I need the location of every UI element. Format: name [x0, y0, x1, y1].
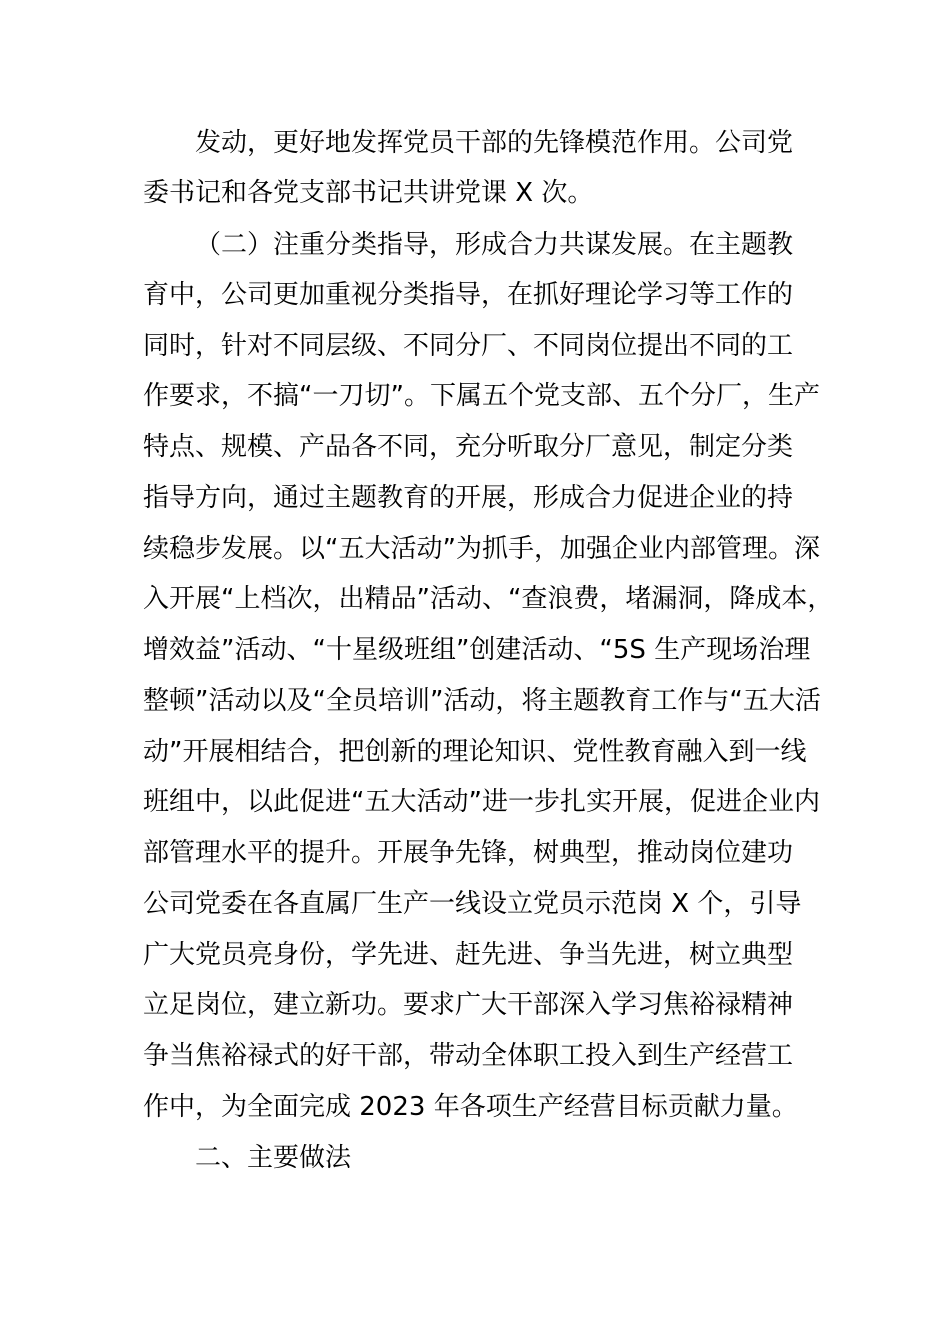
paragraph-line: 班组中，以此促进“五大活动”进一步扎实开展，促进企业内 [143, 787, 820, 817]
paragraph-line: 争当焦裕禄式的好干部，带动全体职工投入到生产经营工 [143, 1041, 794, 1071]
paragraph-line: 增效益”活动、“十星级班组”创建活动、“5S 生产现场治理 [143, 635, 811, 665]
section-heading-line: （二）注重分类指导，形成合力共谋发展。在主题教 [195, 230, 794, 260]
section-heading: 二、主要做法 [195, 1143, 352, 1173]
paragraph-line: 部管理水平的提升。开展争先锋，树典型，推动岗位建功 [143, 838, 794, 868]
paragraph-line: 公司党委在各直属厂生产一线设立党员示范岗 X 个，引导 [143, 889, 802, 919]
paragraph-line: 动”开展相结合，把创新的理论知识、党性教育融入到一线 [143, 737, 807, 767]
paragraph-line: 特点、规模、产品各不同，充分听取分厂意见，制定分类 [143, 432, 794, 462]
paragraph-line: 入开展“上档次，出精品”活动、“查浪费，堵漏洞，降成本， [143, 584, 834, 614]
paragraph-line: 指导方向，通过主题教育的开展，形成合力促进企业的持 [143, 483, 794, 513]
paragraph-line: 整顿”活动以及“全员培训”活动，将主题教育工作与“五大活 [143, 686, 821, 716]
paragraph-line: 续稳步发展。以“五大活动”为抓手，加强企业内部管理。深 [143, 534, 820, 564]
paragraph-line: 广大党员亮身份，学先进、赶先进、争当先进，树立典型 [143, 940, 794, 970]
paragraph-line: 发动，更好地发挥党员干部的先锋模范作用。公司党 [195, 128, 794, 158]
paragraph-line: 同时，针对不同层级、不同分厂、不同岗位提出不同的工 [143, 331, 794, 361]
paragraph-line: 委书记和各党支部书记共讲党课 X 次。 [143, 178, 594, 208]
paragraph-line: 作要求，不搞“一刀切”。下属五个党支部、五个分厂，生产 [143, 381, 820, 411]
paragraph-line: 作中，为全面完成 2023 年各项生产经营目标贡献力量。 [143, 1092, 798, 1122]
paragraph-line: 育中，公司更加重视分类指导，在抓好理论学习等工作的 [143, 280, 794, 310]
paragraph-line: 立足岗位，建立新功。要求广大干部深入学习焦裕禄精神 [143, 990, 794, 1020]
